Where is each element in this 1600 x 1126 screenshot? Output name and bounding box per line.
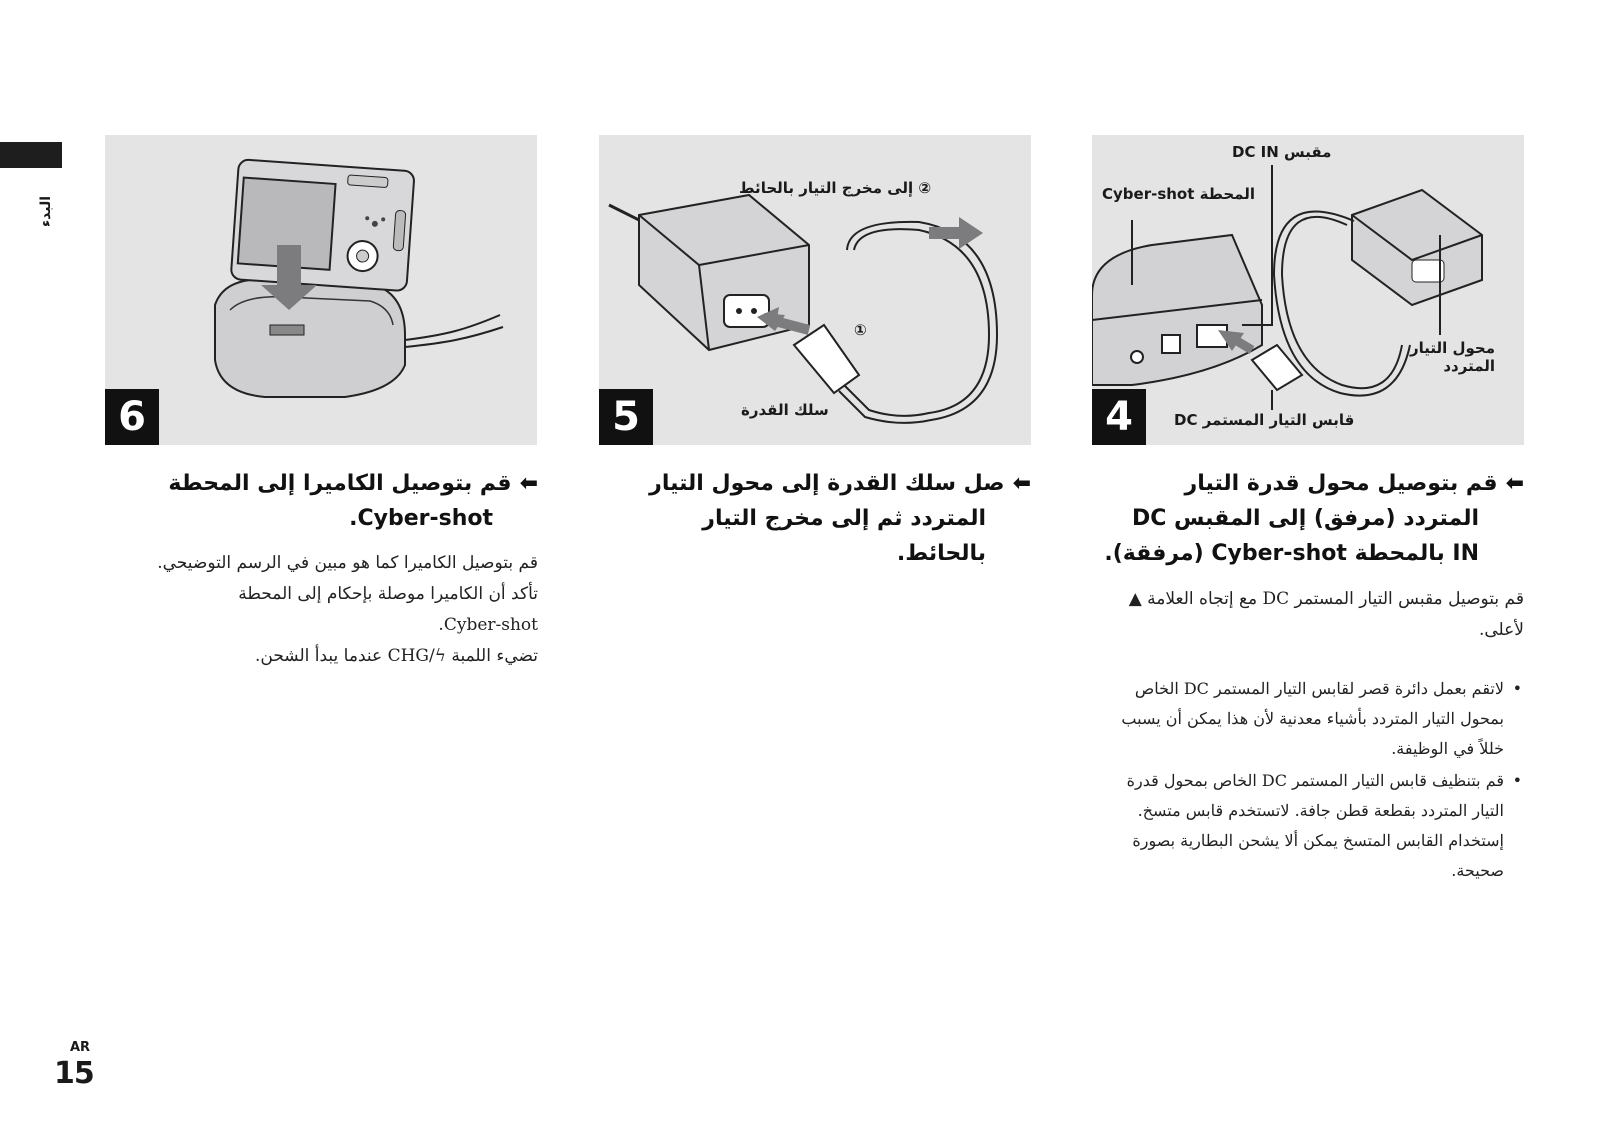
- language-code: AR: [70, 1040, 91, 1055]
- note-item: [1104, 674, 1524, 764]
- step-6-heading-line2: Cyber-shot.: [349, 506, 493, 531]
- illustration-step-5: [599, 135, 1031, 445]
- step-5-heading-line3: بالحائط.: [896, 541, 986, 566]
- callout-ac-adapter-line1: محول التيار: [1410, 339, 1496, 357]
- step-4-body: [1084, 584, 1524, 646]
- step-5-heading-line2: المتردد ثم إلى مخرج التيار: [702, 506, 986, 531]
- step-4-heading: [1084, 466, 1524, 571]
- note-item: [1104, 766, 1524, 886]
- step-6-body: [98, 548, 538, 672]
- arrow-left-icon: ⬅: [1012, 471, 1031, 496]
- step-6-body-line3: Cyber-shot.: [438, 615, 538, 635]
- section-label: البدء: [38, 196, 54, 228]
- step-6-body-line4: تضيء اللمبة CHG/ϟ عندما يبدأ الشحن.: [254, 646, 538, 666]
- step-6-heading: [98, 466, 538, 536]
- note-2-line4: صحيحة.: [1451, 861, 1504, 880]
- callout-ac-adapter: [1410, 339, 1495, 375]
- callout-ac-adapter-line2: المتردد: [1443, 357, 1496, 375]
- arrow-left-icon: ⬅: [1505, 471, 1524, 496]
- step-number-4: 4: [1092, 389, 1146, 445]
- step-6-body-line2: تأكد أن الكاميرا موصلة بإحكام إلى المحطة: [238, 584, 538, 604]
- note-1-line2: بمحول التيار المتردد بأشياء معدنية لأن هذا يمكن أن يسبب: [1121, 709, 1504, 728]
- note-2-line3: إستخدام القابس المتسخ يمكن ألا يشحن البطارية بصورة: [1132, 831, 1504, 850]
- dock-adapter-drawing: [1092, 135, 1524, 445]
- section-tab-marker: [0, 142, 62, 168]
- step-4-body-line2: لأعلى.: [1478, 620, 1524, 640]
- callout-dc-in-jack: مقبس DC IN: [1232, 143, 1332, 161]
- step-6-heading-line1: قم بتوصيل الكاميرا إلى المحطة: [168, 471, 512, 496]
- step-5-heading-line1: صل سلك القدرة إلى محول التيار: [649, 471, 1005, 496]
- note-2-line1: • قم بتنظيف قابس التيار المستمر DC الخاص بمحول قدرة: [1126, 771, 1504, 790]
- page-number: 15: [54, 1056, 94, 1091]
- note-2-line2: التيار المتردد بقطعة قطن جافة. لاتستخدم قابس متسخ.: [1137, 801, 1504, 820]
- note-1-line1: • لاتقم بعمل دائرة قصر لقابس التيار المستمر DC الخاص: [1134, 679, 1504, 698]
- step-5-heading: [591, 466, 1031, 571]
- callout-marker-1: ①: [854, 321, 867, 339]
- step-4-heading-line1: قم بتوصيل محول قدرة التيار: [1184, 471, 1498, 496]
- step-4-notes: [1104, 674, 1524, 888]
- step-6-body-line1: قم بتوصيل الكاميرا كما هو مبين في الرسم التوضيحي.: [157, 553, 538, 573]
- camera-dock-drawing: [105, 135, 537, 445]
- step-4-heading-line2: المتردد (مرفق) إلى المقبس DC: [1131, 506, 1479, 531]
- step-4-body-line1: قم بتوصيل مقبس التيار المستمر DC مع إتجاه العلامة ▲: [1128, 589, 1524, 609]
- callout-dc-plug: قابس التيار المستمر DC: [1174, 411, 1355, 429]
- step-number-6: 6: [105, 389, 159, 445]
- callout-cyber-shot-station: المحطة Cyber-shot: [1102, 185, 1255, 203]
- illustration-step-6: [105, 135, 537, 445]
- illustration-step-4: [1092, 135, 1524, 445]
- arrow-left-icon: ⬅: [519, 471, 538, 496]
- callout-power-cord: سلك القدرة: [741, 401, 829, 419]
- step-number-5: 5: [599, 389, 653, 445]
- note-1-line3: خللاً في الوظيفة.: [1391, 739, 1504, 758]
- callout-to-wall-outlet: ② إلى مخرج التيار بالحائط: [739, 179, 932, 197]
- step-4-heading-line3: IN بالمحطة Cyber-shot (مرفقة).: [1104, 541, 1479, 566]
